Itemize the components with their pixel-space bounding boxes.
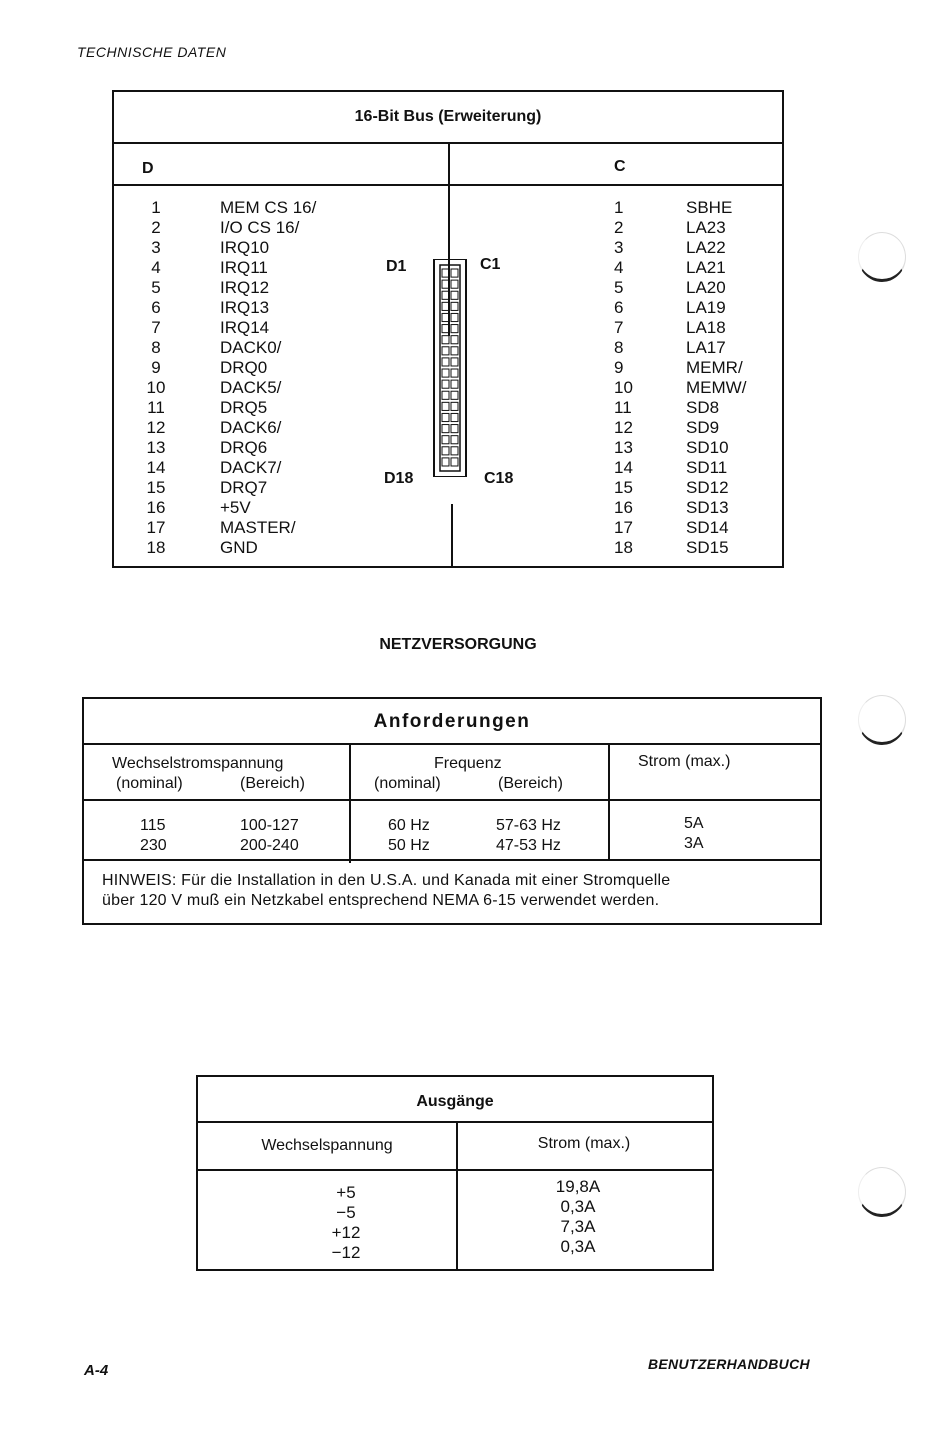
output-voltage-value: −12: [331, 1243, 361, 1262]
d-pin-number: 6: [151, 298, 161, 317]
connector-pin-c: [451, 336, 458, 344]
power-section-title: NETZVERSORGUNG: [379, 636, 537, 653]
c-pin-number: 3: [614, 238, 624, 257]
d-pin-row: [138, 198, 316, 218]
connector-pin-d: [442, 369, 449, 377]
voltage-nominal-subheader: (nominal): [116, 775, 183, 792]
c-pin-number: 14: [614, 458, 633, 477]
c-pin-signal: LA19: [686, 298, 726, 317]
c-pin-number: 10: [614, 378, 633, 397]
requirements-divider-1: [349, 743, 351, 863]
connector-pin-c: [451, 425, 458, 433]
d-pin-signal: DACK5/: [220, 378, 282, 397]
d-pin-signal: IRQ11: [220, 258, 268, 277]
c-pin-signal: MEMW/: [686, 378, 747, 397]
d-pin-signal: DRQ5: [220, 398, 268, 417]
connector-label-d1: D1: [386, 258, 407, 275]
c-pin-row: [614, 398, 746, 418]
installation-note-line1: HINWEIS: Für die Installation in den U.S.A. und Kanada mit einer Stromquelle: [102, 872, 671, 889]
connector-pin-d: [442, 391, 449, 399]
power-requirements-table: [82, 697, 822, 925]
d-pin-row: [138, 298, 316, 318]
d-pin-signal: MASTER/: [220, 518, 296, 537]
c-pin-number: 7: [614, 318, 624, 337]
d-pin-signal: DRQ6: [220, 438, 268, 457]
requirements-title: Anforderungen: [84, 699, 820, 745]
connector-pin-d: [442, 458, 449, 466]
c-pin-number: 2: [614, 218, 624, 237]
row2-voltage-range: 200-240: [240, 837, 299, 854]
d-pin-number: 12: [146, 418, 166, 437]
output-voltage-value: +5: [336, 1183, 356, 1202]
c-pin-row: [614, 438, 746, 458]
d-pin-number: 16: [146, 498, 166, 517]
d-pin-number: 2: [151, 218, 161, 237]
connector-pin-c: [451, 369, 458, 377]
connector-pin-c: [451, 436, 458, 444]
row2-frequency-range: 47-53 Hz: [496, 837, 561, 854]
connector-pin-d: [442, 347, 449, 355]
d-pin-signal: GND: [220, 538, 258, 557]
d-pin-number: 7: [151, 318, 161, 337]
connector-pin-d: [442, 402, 449, 410]
c-pin-number: 18: [614, 538, 633, 557]
requirements-data-divider: [84, 859, 820, 861]
outputs-header-divider: [198, 1169, 712, 1171]
d-pin-row: [138, 398, 316, 418]
c-pin-number: 6: [614, 298, 624, 317]
d-pin-row: [138, 318, 316, 338]
c-pin-row: [614, 258, 746, 278]
d-pin-row: [138, 358, 316, 378]
outputs-voltage-list: [316, 1183, 376, 1263]
outputs-current-header: Strom (max.): [537, 1135, 631, 1152]
c-pin-number: 15: [614, 478, 633, 497]
binder-hole-icon: [858, 695, 906, 745]
c-pin-signal: LA17: [686, 338, 726, 357]
connector-pin-d: [442, 380, 449, 388]
output-current-value: 7,3A: [560, 1217, 596, 1236]
d-pin-row: [138, 478, 316, 498]
connector-pin-d: [442, 447, 449, 455]
c-pin-row: [614, 318, 746, 338]
c-pin-number: 17: [614, 518, 633, 537]
d-pin-number: 3: [151, 238, 161, 257]
c-pin-row: [614, 198, 746, 218]
d-pin-row: [138, 278, 316, 298]
d-pin-number: 13: [146, 438, 166, 457]
connector-label-c1: C1: [480, 256, 501, 273]
output-voltage-value: +12: [331, 1223, 361, 1242]
connector-pin-d: [442, 291, 449, 299]
connector-pin-d: [442, 325, 449, 333]
frequency-nominal-subheader: (nominal): [374, 775, 441, 792]
d-pin-number: 1: [151, 198, 161, 217]
d-pin-number: 4: [151, 258, 161, 277]
connector-pin-d: [442, 280, 449, 288]
c-pin-number: 4: [614, 258, 624, 277]
connector-pin-c: [451, 413, 458, 421]
c-pin-number: 9: [614, 358, 624, 377]
c-pin-number: 13: [614, 438, 633, 457]
c-pin-signal: LA21: [686, 258, 726, 277]
d-pin-row: [138, 518, 316, 538]
c-pin-number: 5: [614, 278, 624, 297]
d-pin-signal: IRQ10: [220, 238, 270, 257]
d-pin-signal: DACK0/: [220, 338, 282, 357]
c-pin-row: [614, 418, 746, 438]
connector-pin-c: [451, 391, 458, 399]
row1-voltage-nominal: 115: [140, 817, 166, 834]
output-current-value: 19,8A: [555, 1177, 601, 1196]
bus-column-d-label: D: [142, 160, 154, 177]
c-pin-signal: MEMR/: [686, 358, 743, 377]
d-pin-signal: IRQ13: [220, 298, 270, 317]
c-pin-signal: SD9: [686, 418, 720, 437]
d-pin-row: [138, 238, 316, 258]
requirements-divider-2: [608, 743, 610, 861]
connector-pin-c: [451, 458, 458, 466]
d-pin-row: [138, 458, 316, 478]
connector-pin-d: [442, 425, 449, 433]
connector-label-c18: C18: [484, 470, 514, 487]
c-pin-row: [614, 338, 746, 358]
d-pin-signal: IRQ14: [220, 318, 270, 337]
row1-current: 5A: [684, 815, 704, 832]
bus-column-divider-bottom: [451, 504, 453, 568]
connector-pin-d: [442, 269, 449, 277]
connector-pin-d: [442, 336, 449, 344]
d-pin-row: [138, 338, 316, 358]
edge-connector-icon: [430, 259, 470, 477]
connector-pin-d: [442, 436, 449, 444]
output-voltage-value: −5: [336, 1203, 356, 1222]
manual-title: BENUTZERHANDBUCH: [648, 1356, 810, 1372]
row1-voltage-range: 100-127: [240, 817, 299, 834]
current-header: Strom (max.): [638, 753, 731, 770]
binder-hole-icon: [858, 232, 906, 282]
c-pin-row: [614, 478, 746, 498]
bus-pinout-table: [112, 90, 784, 568]
c-pin-signal: SD14: [686, 518, 729, 537]
c-pin-signal: SD13: [686, 498, 729, 517]
d-pin-number: 11: [147, 398, 165, 417]
installation-note: [102, 871, 670, 911]
connector-pin-c: [451, 358, 458, 366]
output-current-value: 0,3A: [560, 1197, 596, 1216]
c-pin-signal: SD11: [686, 458, 728, 477]
d-pin-signal: I/O CS 16/: [220, 218, 300, 237]
connector-pin-d: [442, 358, 449, 366]
d-pin-signal: DACK7/: [220, 458, 282, 477]
c-pin-signal: SD8: [686, 398, 720, 417]
d-pin-signal: +5V: [220, 498, 251, 517]
c-pin-row: [614, 518, 746, 538]
c-pin-number: 11: [614, 398, 632, 417]
d-pin-number: 18: [146, 538, 166, 557]
d-pin-signal: IRQ12: [220, 278, 270, 297]
c-pin-row: [614, 218, 746, 238]
c-pin-number: 1: [614, 198, 624, 217]
d-pin-number: 17: [146, 518, 166, 537]
outputs-title: Ausgänge: [198, 1077, 712, 1123]
c-pin-row: [614, 358, 746, 378]
row2-voltage-nominal: 230: [140, 837, 167, 854]
c-pin-signal: SD12: [686, 478, 729, 497]
d-pin-signal: DRQ7: [220, 478, 268, 497]
outputs-current-list: [538, 1177, 618, 1257]
d-pin-number: 10: [146, 378, 166, 397]
d-pin-number: 14: [146, 458, 166, 477]
frequency-header: Frequenz: [434, 755, 502, 772]
row2-frequency-nominal: 50 Hz: [388, 837, 430, 854]
c-pin-signal: LA22: [686, 238, 726, 257]
c-pin-signal: LA18: [686, 318, 726, 337]
connector-pin-c: [451, 447, 458, 455]
d-pin-number: 8: [151, 338, 161, 357]
c-pin-row: [614, 298, 746, 318]
c-pin-signal: LA20: [686, 278, 726, 297]
connector-pin-d: [442, 313, 449, 321]
d-pin-row: [138, 378, 316, 398]
bus-column-c-label: C: [614, 158, 626, 175]
d-pin-row: [138, 218, 316, 238]
d-pin-number: 9: [151, 358, 161, 377]
c-pin-row: [614, 278, 746, 298]
d-pin-number: 15: [146, 478, 166, 497]
d-pin-signal: MEM CS 16/: [220, 198, 317, 217]
connector-pin-c: [451, 325, 458, 333]
d-pin-row: [138, 538, 316, 558]
frequency-range-subheader: (Bereich): [498, 775, 563, 792]
connector-pin-c: [451, 380, 458, 388]
c-pin-row: [614, 378, 746, 398]
connector-pin-d: [442, 302, 449, 310]
connector-pin-c: [451, 302, 458, 310]
c-pin-signal: SD10: [686, 438, 729, 457]
connector-pin-c: [451, 280, 458, 288]
d-pin-row: [138, 438, 316, 458]
bus-table-title: 16-Bit Bus (Erweiterung): [114, 92, 782, 144]
power-outputs-table: [196, 1075, 714, 1271]
page-header-title: TECHNISCHE DATEN: [77, 44, 227, 60]
connector-pin-c: [451, 402, 458, 410]
c-pin-number: 8: [614, 338, 624, 357]
row2-current: 3A: [684, 835, 704, 852]
c-pin-number: 12: [614, 418, 633, 437]
d-pin-signal: DRQ0: [220, 358, 268, 377]
output-current-value: 0,3A: [560, 1237, 596, 1256]
voltage-header: Wechselstromspannung: [112, 755, 284, 772]
c-side-pin-list: [614, 198, 746, 558]
d-pin-signal: DACK6/: [220, 418, 282, 437]
connector-pin-c: [451, 347, 458, 355]
c-pin-row: [614, 238, 746, 258]
connector-pin-c: [451, 291, 458, 299]
row1-frequency-range: 57-63 Hz: [496, 817, 561, 834]
installation-note-line2: über 120 V muß ein Netzkabel entsprechend NEMA 6-15 verwendet werden.: [102, 892, 660, 909]
c-pin-signal: SBHE: [686, 198, 733, 217]
c-pin-row: [614, 538, 746, 558]
c-pin-signal: SD15: [686, 538, 729, 557]
connector-pin-c: [451, 269, 458, 277]
c-pin-row: [614, 458, 746, 478]
connector-label-d18: D18: [384, 470, 414, 487]
d-pin-row: [138, 258, 316, 278]
requirements-header-divider: [84, 799, 820, 801]
d-pin-row: [138, 498, 316, 518]
voltage-range-subheader: (Bereich): [240, 775, 305, 792]
c-pin-number: 16: [614, 498, 633, 517]
d-pin-number: 5: [151, 278, 161, 297]
binder-hole-icon: [858, 1167, 906, 1217]
outputs-voltage-header: Wechselspannung: [261, 1137, 393, 1154]
connector-pin-c: [451, 313, 458, 321]
d-side-pin-list: [138, 198, 316, 558]
row1-frequency-nominal: 60 Hz: [388, 817, 430, 834]
c-pin-row: [614, 498, 746, 518]
connector-pin-d: [442, 413, 449, 421]
c-pin-signal: LA23: [686, 218, 726, 237]
d-pin-row: [138, 418, 316, 438]
page-number: A-4: [84, 1362, 109, 1379]
